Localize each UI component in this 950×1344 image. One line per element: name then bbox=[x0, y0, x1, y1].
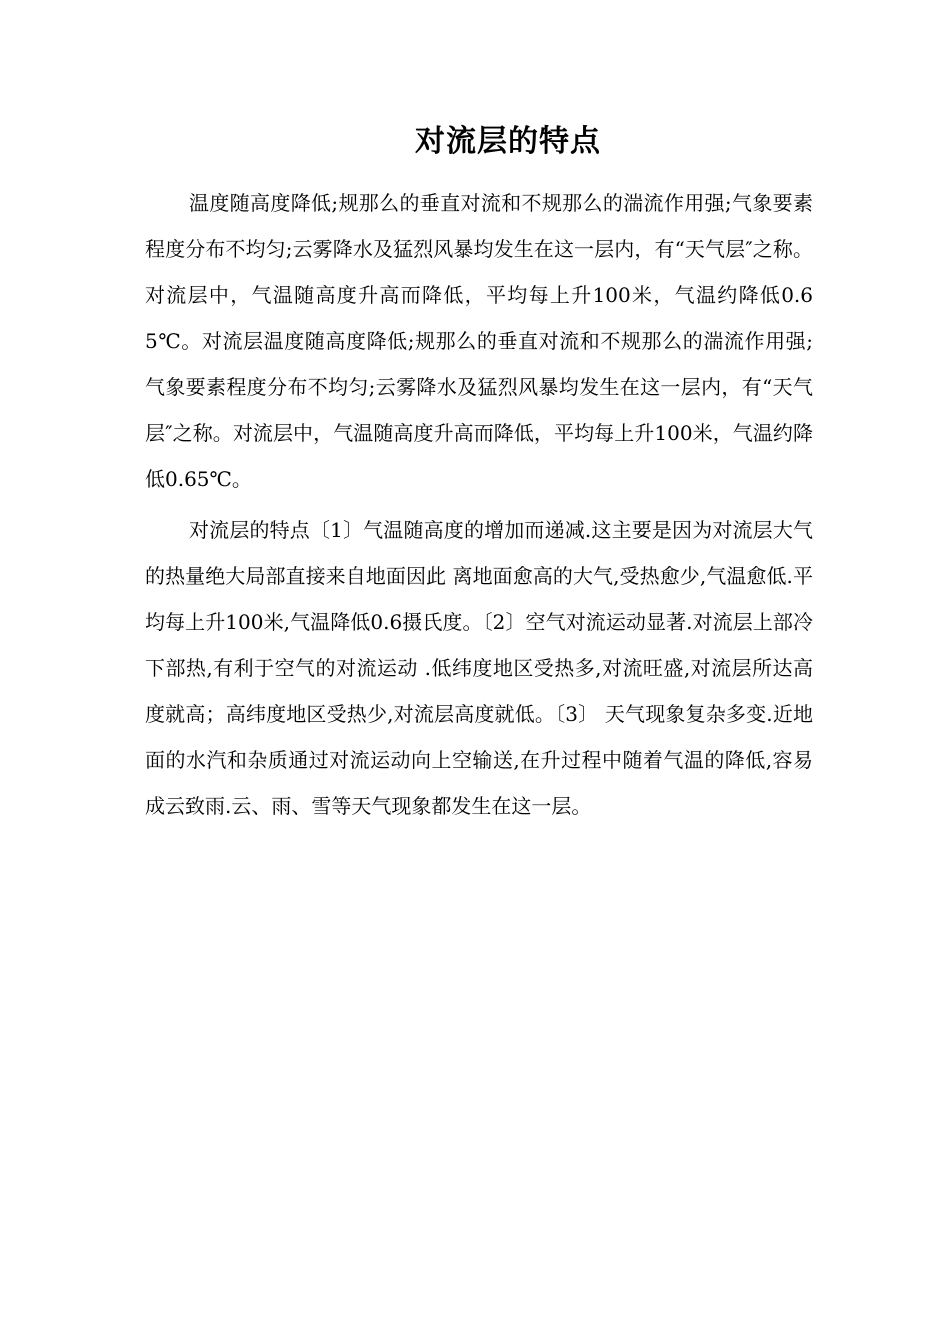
paragraph-1: 温度随高度降低;规那么的垂直对流和不规那么的湍流作用强;气象要素程度分布不均匀;云雾降水及猛烈风暴均发生在这一层内，有“天气层″之称。对流层中，气温随高度升高而降低，平均每上升100米，气温约降低0.65℃。对流层温度随高度降低;规那么的垂直对流和不规那么的湍流作用强;气象要素程度分布不均匀;云雾降水及猛烈风暴均发生在这一层内，有“天气层″之称。对流层中，气温随高度升高而降低，平均每上升100米，气温约降低0.65℃。 bbox=[145, 191, 813, 491]
document-title: 对流层的特点 bbox=[415, 124, 601, 159]
paragraph-2: 对流层的特点〔1〕气温随高度的增加而递减.这主要是因为对流层大气的热量绝大局部直接来自地面因此 离地面愈高的大气,受热愈少,气温愈低.平均每上升100米,气温降低0.6摄氏度。〔2〕空气对流运动显著.对流层上部冷下部热,有利于空气的对流运动 .低纬度地区受热多,对流旺盛,对流层所达高度就高；高纬度地区受热少,对流层高度就低。〔3〕 天气现象复杂多变.近地面的水汽和杂质通过对流运动向上空输送,在升过程中随着气温的降低,容易成云致雨.云、雨、雪等天气现象都发生在这一层。 bbox=[145, 518, 813, 818]
